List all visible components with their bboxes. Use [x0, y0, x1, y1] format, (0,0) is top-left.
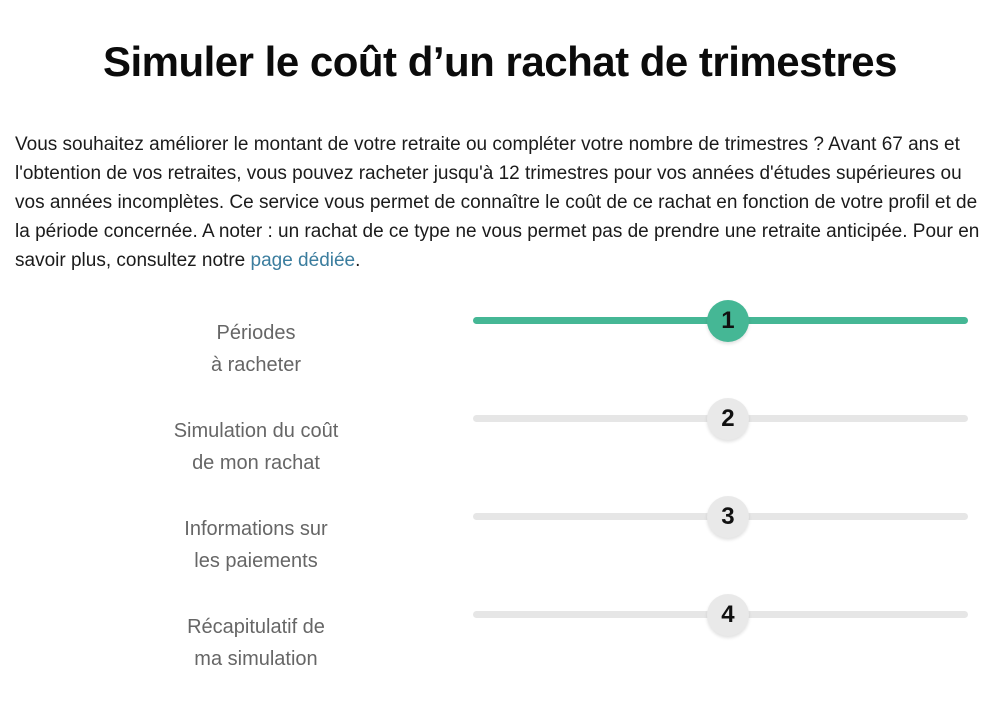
step-1-label [40, 317, 472, 381]
step-row-1 [0, 275, 1000, 376]
step-1-label-line2: à racheter [210, 354, 302, 376]
step-4-label-line1: Récapitulatif de [187, 616, 325, 638]
wizard-stepper [0, 275, 1000, 670]
intro-paragraph [15, 130, 985, 275]
step-1-progress-track [473, 306, 968, 334]
step-3-label-line1: Informations sur [184, 518, 328, 540]
step-2-handle[interactable]: 2 [707, 398, 749, 440]
step-row-2 [0, 373, 1000, 474]
step-2-label-line1: Simulation du coût [173, 420, 339, 442]
step-4-label-line2: ma simulation [194, 648, 318, 670]
step-row-3 [0, 471, 1000, 572]
step-2-label-line2: de mon rachat [192, 452, 320, 474]
step-4-handle[interactable]: 4 [707, 594, 749, 636]
step-1-handle[interactable]: 1 [707, 300, 749, 342]
page-dediee-link[interactable]: page dédiée [250, 250, 356, 271]
step-row-4 [0, 569, 1000, 670]
step-3-label [40, 513, 472, 577]
step-2-label [40, 415, 472, 479]
step-3-label-line2: les paiements [194, 550, 318, 572]
step-1-label-line1: Périodes [216, 322, 296, 344]
step-2-progress-track [473, 404, 968, 432]
step-3-progress-track [473, 502, 968, 530]
step-4-progress-track [473, 600, 968, 628]
step-4-label [40, 611, 472, 675]
page-title: Simuler le coût d’un rachat de trimestres [102, 38, 898, 85]
step-3-handle[interactable]: 3 [707, 496, 749, 538]
intro-text: Vous souhaitez améliorer le montant de votre retraite ou compléter votre nombre de trimestres ? Avant 67 ans et l'obtention de vos retraites, vous pouvez racheter jusqu'à 12 trimestres pour vos années d'études supérieures ou vos années incomplètes. Ce service vous permet de connaître le coût de ce rachat en fonction de votre profil et de la période concernée. A noter : un rachat de ce type ne vous permet pas de prendre une retraite anticipée. Pour en savoir plus, consultez notre [15, 134, 980, 271]
intro-text-end: . [355, 250, 361, 271]
